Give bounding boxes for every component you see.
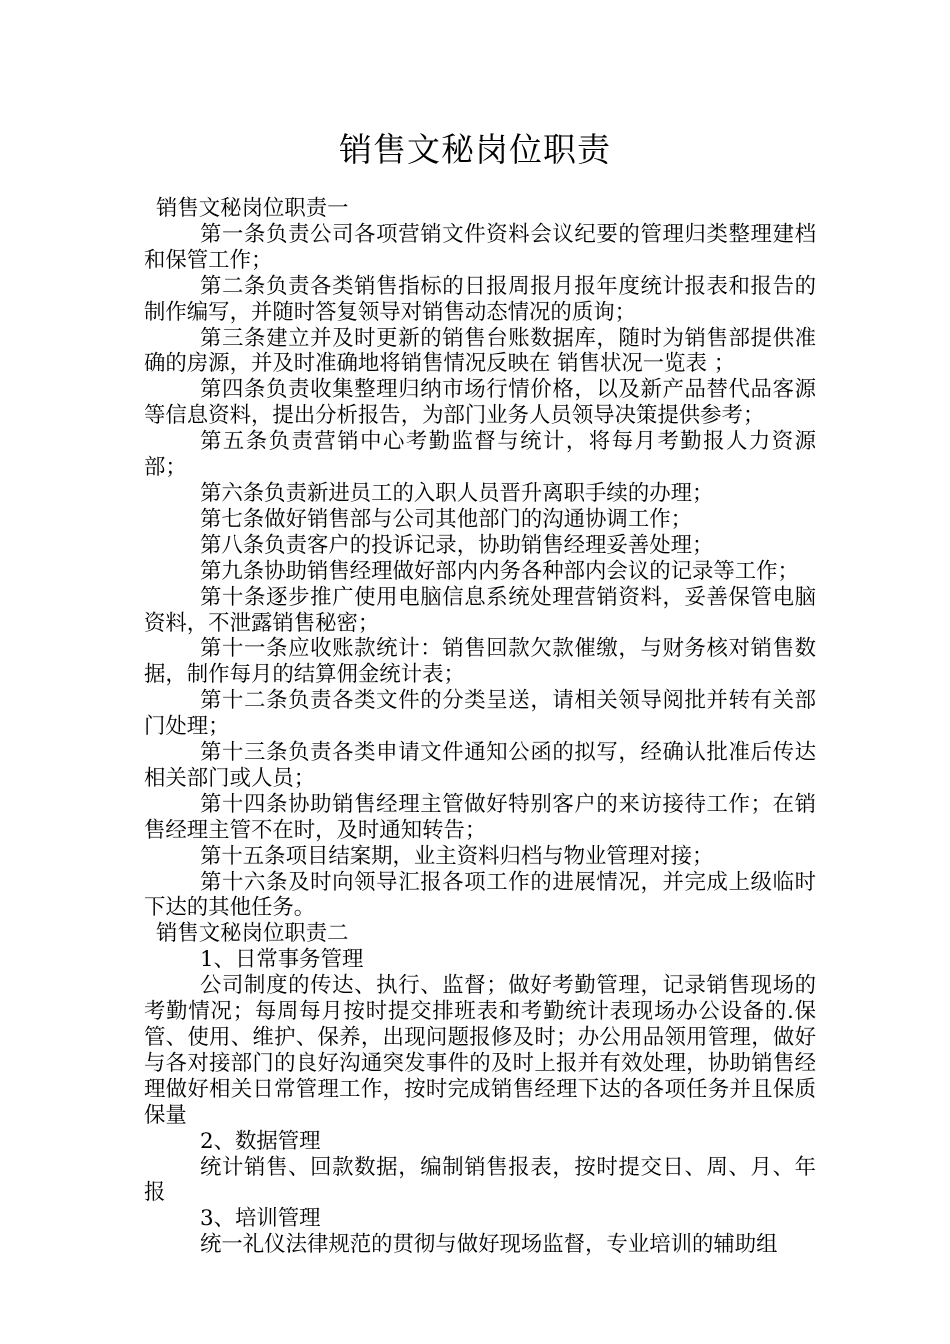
paragraph: 第十六条及时向领导汇报各项工作的进展情况，并完成上级临时下达的其他任务。 — [144, 869, 816, 921]
document-title: 销售文秘岗位职责 — [339, 130, 611, 169]
paragraph: 第四条负责收集整理归纳市场行情价格，以及新产品替代品客源等信息资料，提出分析报告，为部门业务人员领导决策提供参考； — [144, 377, 816, 429]
paragraph: 第三条建立并及时更新的销售台账数据库，随时为销售部提供准确的房源，并及时准确地将销售情况反映在 销售状况一览表 ； — [144, 325, 816, 377]
paragraph: 第八条负责客户的投诉记录，协助销售经理妥善处理； — [200, 532, 714, 558]
section-heading: 销售文秘岗位职责一 — [156, 196, 349, 221]
paragraph: 第五条负责营销中心考勤监督与统计，将每月考勤报人力资源部； — [144, 429, 816, 481]
document-body — [144, 196, 816, 1258]
paragraph: 第十一条应收账款统计：销售回款欠款催缴，与财务核对销售数据，制作每月的结算佣金统计表； — [144, 636, 816, 688]
paragraph: 第十二条负责各类文件的分类呈送，请相关领导阅批并转有关部门处理； — [144, 688, 816, 740]
subsection-heading: 2、数据管理 — [200, 1128, 321, 1154]
paragraph: 第一条负责公司各项营销文件资料会议纪要的管理归类整理建档和保管工作； — [144, 221, 816, 273]
paragraph: 第十四条协助销售经理主管做好特别客户的来访接待工作；在销售经理主管不在时，及时通知转告； — [144, 791, 816, 843]
subsection-heading: 3、培训管理 — [200, 1206, 321, 1232]
paragraph: 第七条做好销售部与公司其他部门的沟通协调工作； — [200, 506, 692, 532]
paragraph: 第十五条项目结案期，业主资料归档与物业管理对接； — [200, 843, 714, 869]
paragraph: 统一礼仪法律规范的贯彻与做好现场监督，专业培训的辅助组 — [200, 1232, 778, 1258]
paragraph: 公司制度的传达、执行、监督；做好考勤管理，记录销售现场的考勤情况；每周每月按时提交排班表和考勤统计表现场办公设备的.保管、使用、维护、保养，出现问题报修及时；办公用品领用管理，做好与各对接部门的良好沟通突发事件的及时上报并有效处理，协助销售经理做好相关日常管理工作，按时完成销售经理下达的各项任务并且保质保量 — [144, 973, 816, 1128]
paragraph: 统计销售、回款数据，编制销售报表，按时提交日、周、月、年报 — [144, 1154, 816, 1206]
section-heading: 销售文秘岗位职责二 — [156, 921, 349, 947]
paragraph: 第十三条负责各类申请文件通知公函的拟写，经确认批准后传达相关部门或人员； — [144, 740, 816, 791]
paragraph: 第十条逐步推广使用电脑信息系统处理营销资料，妥善保管电脑资料，不泄露销售秘密； — [144, 584, 816, 636]
paragraph: 第九条协助销售经理做好部内内务各种部内会议的记录等工作； — [200, 558, 799, 584]
paragraph: 第六条负责新进员工的入职人员晋升离职手续的办理； — [200, 480, 714, 506]
subsection-heading: 1、日常事务管理 — [200, 947, 364, 973]
paragraph: 第二条负责各类销售指标的日报周报月报年度统计报表和报告的制作编写，并随时答复领导对销售动态情况的质询； — [144, 273, 816, 325]
